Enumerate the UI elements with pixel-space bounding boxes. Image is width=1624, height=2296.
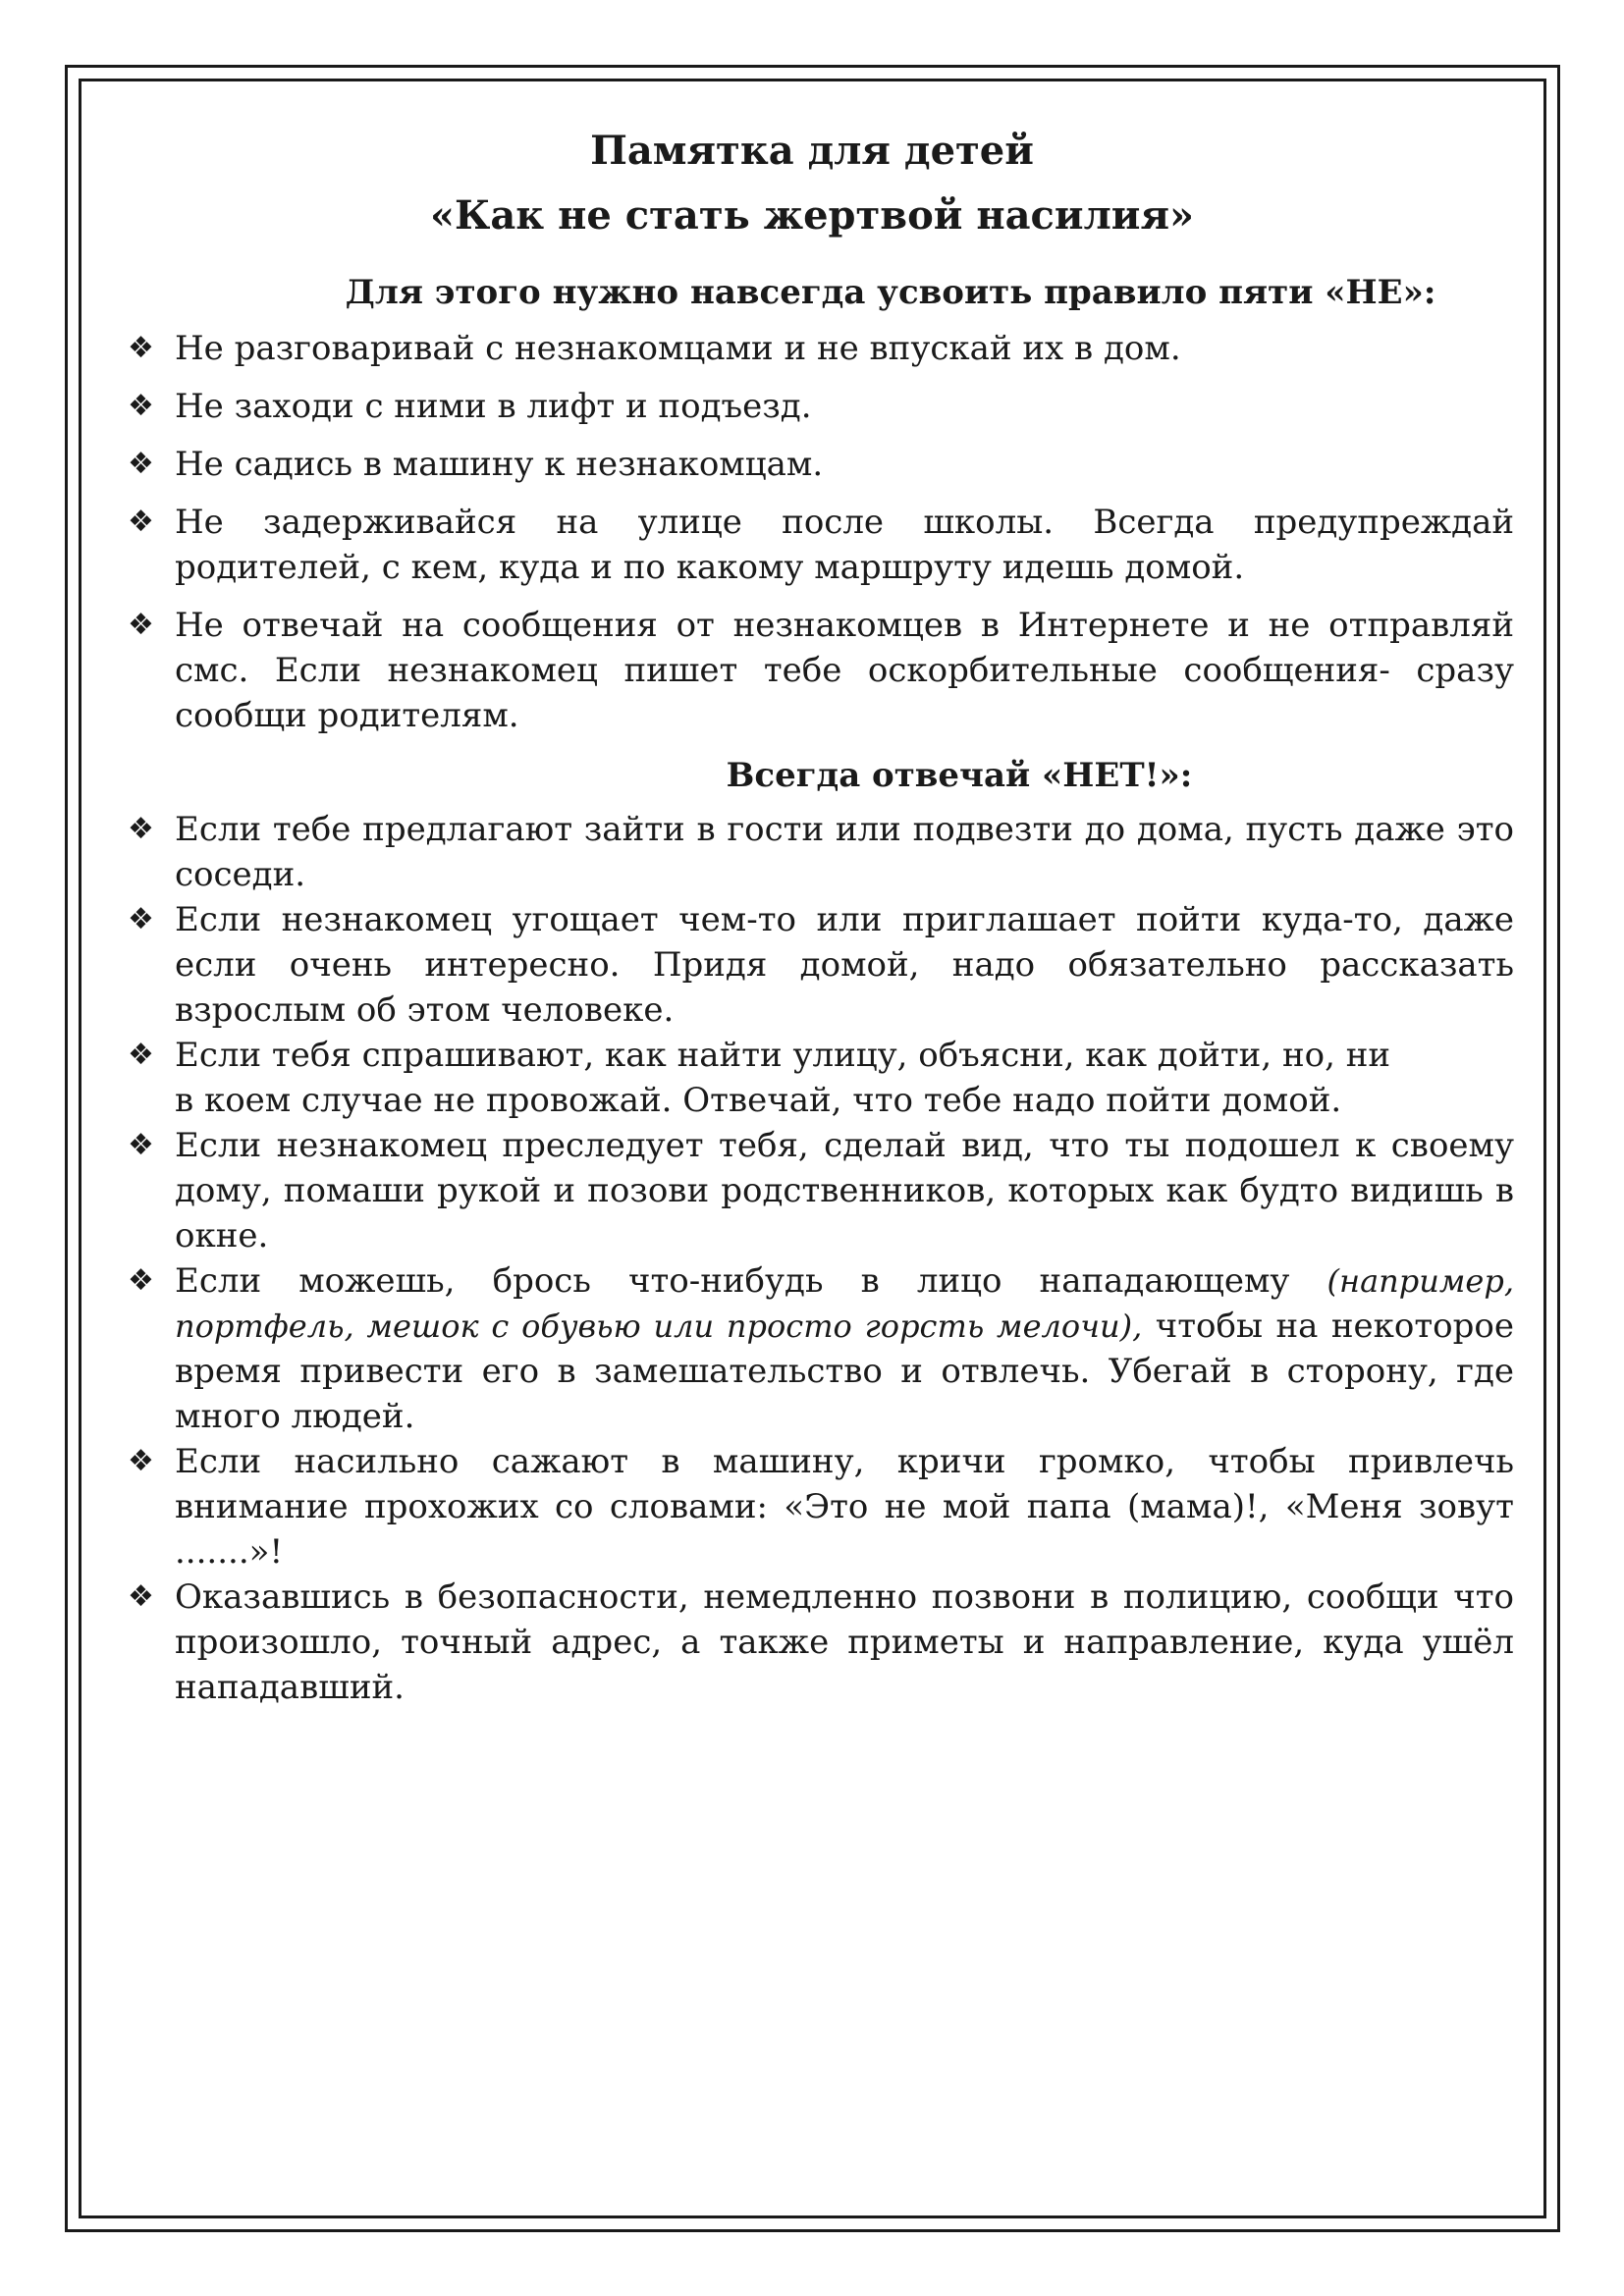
list-item: ❖ Если насильно сажают в машину, кричи громко, чтобы привлечь внимание прохожих со словами: «Это не мой папа (мама)!, «Меня зовут .......»! <box>128 1439 1514 1575</box>
diamond-bullet-icon: ❖ <box>128 1263 154 1298</box>
title-line-2: «Как не стать жертвой насилия» <box>430 192 1194 239</box>
diamond-bullet-icon: ❖ <box>128 608 154 642</box>
section1-heading: Для этого нужно навсегда усвоить правило пяти «НЕ»: <box>345 273 1436 312</box>
diamond-bullet-icon: ❖ <box>128 1128 154 1162</box>
section2-heading: Всегда отвечай «НЕТ!»: <box>726 756 1193 795</box>
diamond-bullet-icon: ❖ <box>128 505 154 539</box>
diamond-bullet-icon: ❖ <box>128 1579 154 1614</box>
diamond-bullet-icon: ❖ <box>128 812 154 846</box>
diamond-bullet-icon: ❖ <box>128 1038 154 1072</box>
diamond-bullet-icon: ❖ <box>128 447 154 481</box>
italic-example: (например, портфель, мешок с обувью или просто горсть мелочи), <box>175 1262 1514 1345</box>
list-item: ❖ Если незнакомец угощает чем-то или приглашает пойти куда-то, даже если очень интересно. Придя домой, надо обязательно рассказать взрослым об этом человеке. <box>128 897 1514 1033</box>
list-item: ❖ Не разговаривай с незнакомцами и не впускай их в дом. <box>128 326 1514 371</box>
title-line-1: Памятка для детей <box>590 128 1034 174</box>
list-item: ❖ Если тебе предлагают зайти в гости или подвезти до дома, пусть даже это соседи. <box>128 807 1514 897</box>
list-item: ❖ Если тебя спрашивают, как найти улицу, объясни, как дойти, но, ни в коем случае не провожай. Отвечай, что тебе надо пойти домой. <box>128 1033 1514 1123</box>
list-item: ❖ Не задерживайся на улице после школы. Всегда предупреждай родителей, с кем, куда и по какому маршруту идешь домой. <box>128 500 1514 590</box>
list-item: ❖ Не заходи с ними в лифт и подъезд. <box>128 384 1514 429</box>
section2-list <box>128 807 1514 1710</box>
diamond-bullet-icon: ❖ <box>128 902 154 936</box>
diamond-bullet-icon: ❖ <box>128 1444 154 1478</box>
list-item-continuation: в коем случае не провожай. Отвечай, что тебе надо пойти домой. <box>175 1081 1342 1120</box>
list-item: ❖ Если можешь, брось что-нибудь в лицо нападающему (например, портфель, мешок с обувью или просто горсть мелочи), чтобы на некоторое время привести его в замешательство и отвлечь. Убегай в сторону, где много людей. <box>128 1258 1514 1439</box>
list-item: ❖ Оказавшись в безопасности, немедленно позвони в полицию, сообщи что произошло, точный адрес, а также приметы и направление, куда ушёл нападавший. <box>128 1575 1514 1710</box>
list-item: ❖ Не садись в машину к незнакомцам. <box>128 442 1514 487</box>
section1-list <box>128 326 1514 751</box>
diamond-bullet-icon: ❖ <box>128 389 154 423</box>
list-item: ❖ Если незнакомец преследует тебя, сделай вид, что ты подошел к своему дому, помаши рукой и позови родственников, которых как будто видишь в окне. <box>128 1123 1514 1258</box>
diamond-bullet-icon: ❖ <box>128 331 154 365</box>
list-item: ❖ Не отвечай на сообщения от незнакомцев в Интернете и не отправляй смс. Если незнакомец пишет тебе оскорбительные сообщения- сразу сообщи родителям. <box>128 603 1514 738</box>
